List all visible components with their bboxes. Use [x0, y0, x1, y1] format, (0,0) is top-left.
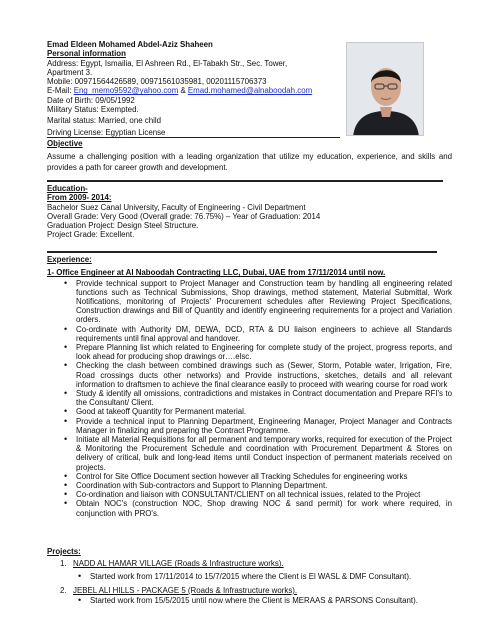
email-link-2[interactable]: Emad.mohamed@alnaboodah.com: [187, 86, 313, 96]
objective-divider: [47, 180, 443, 182]
education-line-2: Overall Grade: Very Good (Overall grade: 76.75%) – Year of Graduation: 2014: [47, 211, 321, 221]
military-line: Military Status: Exempted.: [47, 105, 139, 115]
responsibility-item: • Prepare Planning list which related to Engineering for complete study of the project, progress reports, and look ahead for producing shop drawings or….elsc.: [47, 343, 452, 361]
profile-photo-illustration: [347, 43, 424, 136]
responsibility-item: • Provide a technical input to Planning Department, Engineering Manager, Project Manager and Contracts Manager in finalizing and preparing the Contract Programme.: [47, 417, 452, 435]
job-title: 1- Office Engineer at Al Naboodah Contracting LLC, Dubai, UAE from 17/11/2014 until now.: [47, 268, 386, 278]
responsibility-item: • Provide technical support to Project Manager and Construction team by handling all engineering related functions such as Technical Submissions, Shop drawings, method statement, Material Submittal, Work Notifications, monitoring of Projects' Procurement schedules after Reviewing Project Specifications, Construction drawings and Bill of Quantity and identify engineering requirements for a project and Variation orders.: [47, 279, 452, 325]
objective-heading: Objective: [47, 139, 83, 148]
marital-line: Marital status: Married, one child: [47, 116, 162, 126]
project-item: [47, 559, 452, 581]
header-divider: [47, 137, 340, 138]
projects-section: [47, 547, 452, 605]
project-details: [73, 572, 452, 581]
projects-list: [47, 559, 452, 605]
personal-info-block: [47, 40, 342, 137]
projects-heading: Projects:: [47, 547, 81, 556]
objective-text: Assume a challenging position with a leading organization that utilize my education, experience, and skills and provides a path for career growth and development.: [47, 152, 452, 173]
responsibility-item: • Initiate all Material Requisitions for all permanent and temporary works, required for execution of the Project & Monitoring the Procurement Schedule and coordination with Procurement Department & Stores on delivery of critical, bulk and long-lead items until Conduct inspection of permanent materials received on projects.: [47, 435, 452, 472]
address-line-1: Address: Egypt, Ismailia, El Ashreen Rd., El-Tabakh Str., Sec. Tower,: [47, 58, 288, 68]
dob-line: Date of Birth: 09/05/1992: [47, 95, 135, 105]
responsibility-item: • Obtain NOC's (construction NOC, Shop drawing NOC & sand permit) for work where required, in conjunction with PRO's.: [47, 499, 452, 517]
education-heading: Education-: [47, 184, 88, 193]
education-line-4: Project Grade: Excellent.: [47, 230, 135, 240]
mobile-line: Mobile: 00971564426589, 00971561035981, 00201115706373: [47, 77, 267, 87]
email-line: [47, 86, 342, 95]
responsibility-item: • Checking the clash between combined drawings such as (Sewer, Storm, Potable water, Irrigation, Fire, Road crossings ducts other networks) and Provide instructions, sketches, details and all relevant information to draftsmen to achieve the final clearance easily to proceed with wearing course for road work: [47, 361, 452, 389]
education-divider: [47, 251, 437, 253]
experience-heading: Experience:: [47, 255, 92, 264]
responsibilities-list: [47, 279, 452, 518]
experience-section: [47, 255, 452, 518]
email-link-1[interactable]: Eng_memo9592@yahoo.com: [73, 86, 179, 96]
personal-info-heading: Personal information: [47, 49, 126, 59]
project-number: 2.: [60, 585, 67, 595]
project-item: [47, 586, 452, 606]
responsibility-item: • Coordination with Sub-contractors and Support to Planning Department.: [47, 481, 452, 490]
project-details: [73, 596, 452, 605]
project-detail: • Started work from 15/5/2015 until now where the Client is MERAAS & PARSONS Consultant).: [73, 596, 452, 605]
responsibility-item: • Co-ordinate with Authority DM, DEWA, DCD, RTA & DU liaison engineers to achieve all Standards requirements until final approval and handover.: [47, 325, 452, 343]
email-separator: &: [178, 86, 188, 96]
project-title: NADD AL HAMAR VILLAGE (Roads & Infrastructure works).: [73, 559, 284, 569]
profile-photo: [346, 42, 424, 136]
email-prefix: E-Mail:: [47, 86, 74, 96]
education-line-1: Bachelor Suez Canal University, Faculty of Engineering - Civil Department: [47, 202, 306, 212]
project-detail: • Started work from 17/11/2014 to 15/7/2015 where the Client is El WASL & DMF Consultant).: [73, 572, 452, 581]
project-number: 1.: [60, 559, 67, 569]
responsibility-item: • Control for Site Office Document section however all Tracking Schedules for engineering works: [47, 472, 452, 481]
education-line-3: Graduation Project: Design Steel Structure.: [47, 221, 199, 231]
objective-section: [47, 139, 452, 173]
candidate-name: Emad Eldeen Mohamed Abdel-Aziz Shaheen: [47, 40, 213, 49]
address-line-2: Apartment 3.: [47, 67, 93, 77]
project-title: JEBEL ALI HILLS - PACKAGE 5 (Roads & Infrastructure works).: [73, 585, 298, 595]
license-line: Driving License: Egyptian License: [47, 127, 166, 137]
education-period: From 2009- 2014:: [47, 193, 112, 203]
responsibility-item: • Study & identify all omissions, contradictions and mistakes in Contract documentation and Prepare RFI's to the Consultant/ Client.: [47, 389, 452, 407]
responsibility-item: • Good at takeoff Quantity for Permanent material.: [47, 407, 452, 416]
responsibility-item: • Co-ordination and liaison with CONSULTANT/CLIENT on all technical issues, related to the Project: [47, 490, 452, 499]
education-section: [47, 184, 452, 240]
